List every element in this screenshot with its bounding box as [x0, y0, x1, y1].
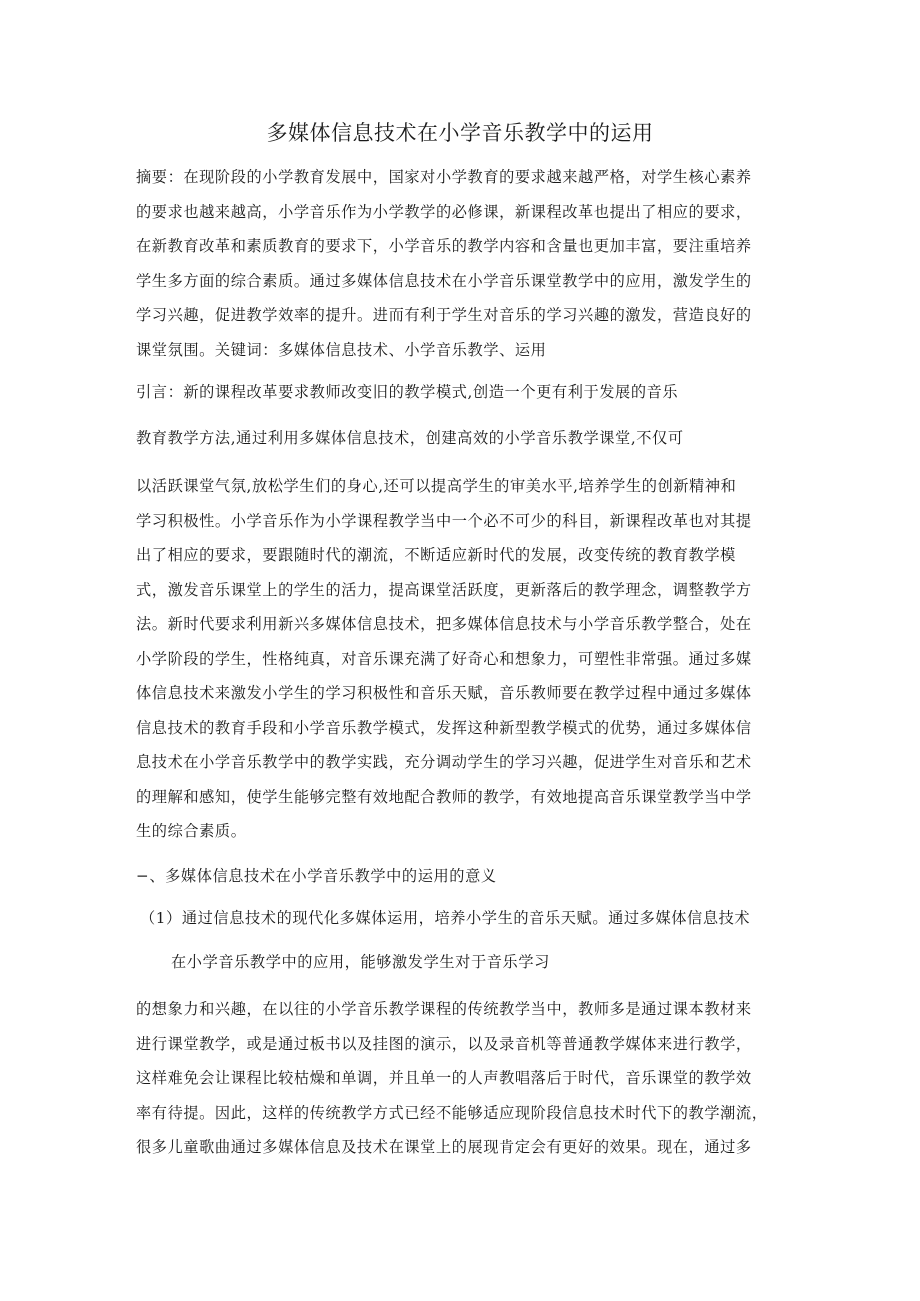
abstract-line: 学生多方面的综合素质。通过多媒体信息技术在小学音乐课堂教学中的应用，激发学生的: [136, 272, 752, 290]
body-line: 进行课堂教学，或是通过板书以及挂图的演示，以及录音机等普通教学媒体来进行教学，: [136, 1035, 752, 1053]
intro-line: 学习积极性。小学音乐作为小学课程教学当中一个必不可少的科目，新课程改革也对其提: [136, 512, 752, 530]
intro-line: 息技术在小学音乐教学中的教学实践，充分调动学生的学习兴趣，促进学生对音乐和艺术: [136, 753, 752, 771]
subsection-heading: （1）通过信息技术的现代化多媒体运用，培养小学生的音乐天赋。通过多媒体信息技术: [140, 909, 751, 927]
body-line: 的想象力和兴趣，在以往的小学音乐教学课程的传统教学当中，教师多是通过课本教材来: [136, 1000, 752, 1018]
intro-line: 引言：新的课程改革要求教师改变旧的教学模式,创造一个更有利于发展的音乐: [136, 383, 679, 401]
intro-line: 信息技术的教育手段和小学音乐教学模式，发挥这种新型教学模式的优势，通过多媒体信: [136, 719, 752, 737]
section-heading: −、多媒体信息技术在小学音乐教学中的运用的意义: [136, 867, 497, 885]
abstract-line: 课堂氛围。关键词：多媒体信息技术、小学音乐教学、运用: [136, 341, 547, 359]
intro-line: 出了相应的要求，要跟随时代的潮流，不断适应新时代的发展，改变传统的教育教学模: [136, 546, 736, 564]
intro-line: 生的综合素质。: [136, 822, 247, 840]
body-line: 很多儿童歌曲通过多媒体信息及技术在课堂上的展现肯定会有更好的效果。现在，通过多: [136, 1138, 752, 1156]
intro-line: 式，激发音乐课堂上的学生的活力，提高课堂活跃度，更新落后的教学理念，调整教学方: [136, 581, 752, 599]
intro-line: 教育教学方法,通过利用多媒体信息技术，创建高效的小学音乐教学课堂,不仅可: [136, 429, 684, 447]
intro-line: 小学阶段的学生，性格纯真，对音乐课充满了好奇心和想象力，可塑性非常强。通过多媒: [136, 650, 752, 668]
abstract-line: 在新教育改革和素质教育的要求下，小学音乐的教学内容和含量也更加丰富，要注重培养: [136, 237, 752, 255]
intro-line: 的理解和感知，使学生能够完整有效地配合教师的教学，有效地提高音乐课堂教学当中学: [136, 788, 752, 806]
intro-line: 法。新时代要求利用新兴多媒体信息技术，把多媒体信息技术与小学音乐教学整合，处在: [136, 615, 752, 633]
abstract-line: 的要求也越来越高，小学音乐作为小学教学的必修课，新课程改革也提出了相应的要求，: [136, 203, 752, 221]
abstract-line: 学习兴趣，促进教学效率的提升。进而有利于学生对音乐的学习兴趣的激发，营造良好的: [136, 306, 752, 324]
body-line: 这样难免会让课程比较枯燥和单调，并且单一的人声教唱落后于时代，音乐课堂的教学效: [136, 1069, 752, 1087]
intro-line: 体信息技术来激发小学生的学习积极性和音乐天赋，音乐教师要在教学过程中通过多媒体: [136, 684, 752, 702]
intro-line: 以活跃课堂气氛,放松学生们的身心,还可以提高学生的审美水平,培养学生的创新精神和: [136, 477, 737, 495]
abstract-line: 摘要：在现阶段的小学教育发展中，国家对小学教育的要求越来越严格，对学生核心素养: [136, 168, 752, 186]
subsection-continuation: 在小学音乐教学中的应用，能够激发学生对于音乐学习: [171, 953, 550, 971]
document-title: 多媒体信息技术在小学音乐教学中的运用: [266, 121, 654, 145]
body-line: 率有待提。因此，这样的传统教学方式已经不能够适应现阶段信息技术时代下的教学潮流，: [136, 1104, 768, 1122]
